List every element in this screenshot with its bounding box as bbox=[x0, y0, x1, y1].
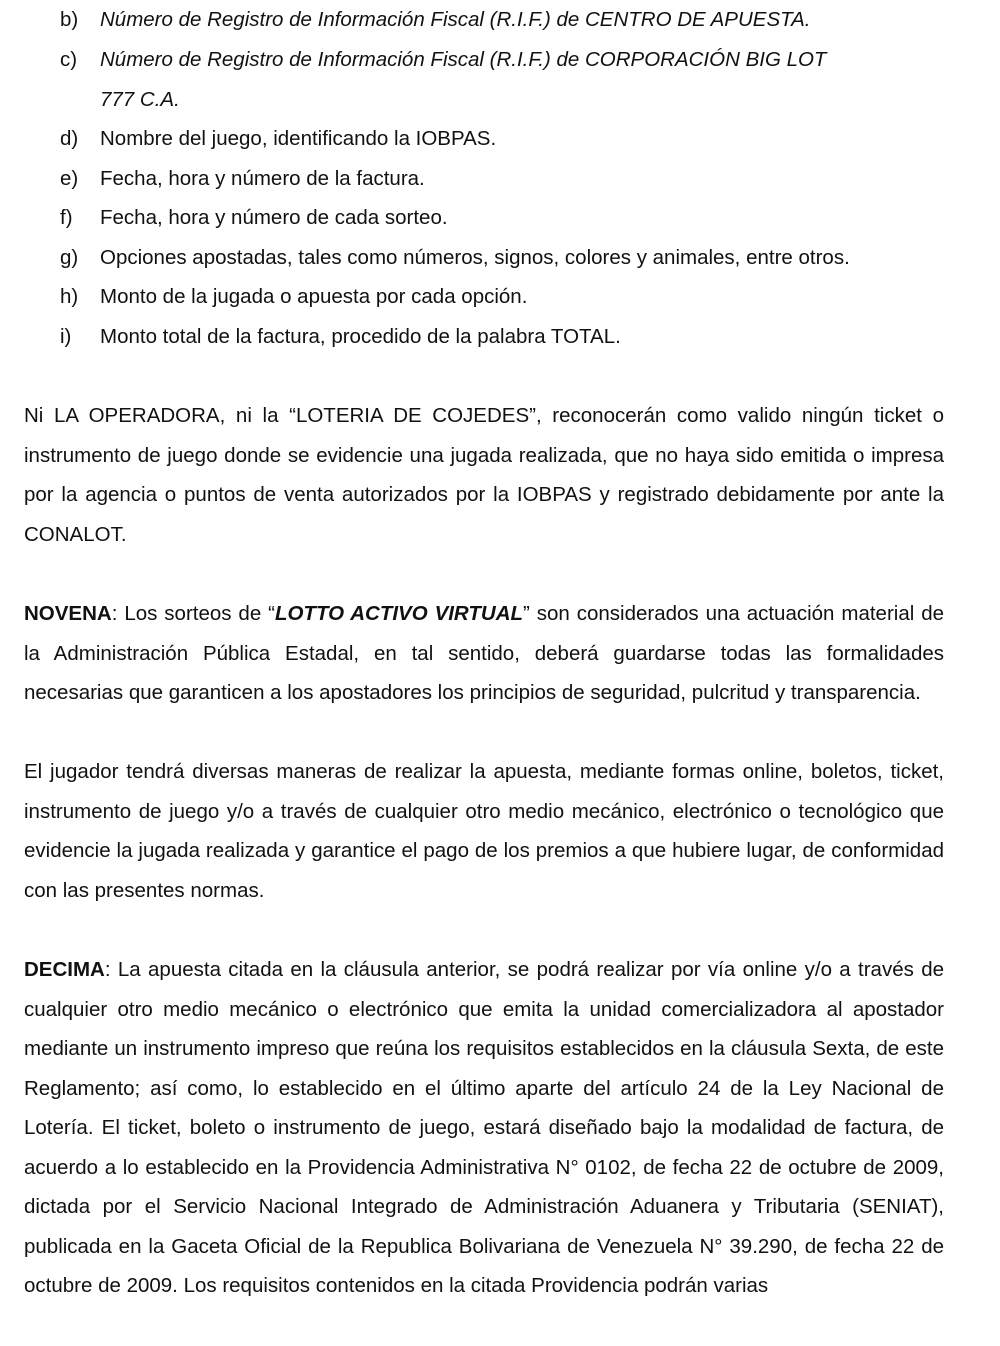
list-item-e bbox=[60, 159, 960, 199]
clause-heading-novena: NOVENA bbox=[24, 602, 112, 625]
novena-text-a: : Los sorteos de “ bbox=[111, 602, 275, 625]
list-text: Monto de la jugada o apuesta por cada opción. bbox=[100, 285, 528, 308]
list-item-c bbox=[60, 40, 960, 119]
list-item-b bbox=[60, 0, 960, 40]
list-item-h bbox=[60, 277, 960, 317]
list-letter: g) bbox=[60, 246, 79, 269]
list-item-g bbox=[60, 238, 960, 278]
paragraph-ni-la-operadora: Ni LA OPERADORA, ni la “LOTERIA DE COJEDES”, reconocerán como valido ningún ticket o instrumento de juego donde se evidencie una jugada realizada, que no haya sido emitida o impresa por la agencia o puntos de venta autorizados por la IOBPAS y registrado debidamente por ante la CONALOT. bbox=[24, 404, 944, 546]
list-text: Fecha, hora y número de la factura. bbox=[100, 167, 425, 190]
list-text: Monto total de la factura, procedido de la palabra TOTAL. bbox=[100, 325, 621, 348]
clause-heading-decima: DECIMA bbox=[24, 958, 105, 981]
game-name: LOTTO ACTIVO VIRTUAL bbox=[274, 602, 524, 625]
list-letter: f) bbox=[60, 206, 73, 229]
list-text: Nombre del juego, identificando la IOBPAS. bbox=[100, 127, 497, 150]
list-letter: i) bbox=[60, 325, 72, 348]
list-letter: h) bbox=[60, 285, 79, 308]
list-text: Opciones apostadas, tales como números, signos, colores y animales, entre otros. bbox=[100, 246, 850, 269]
list-text: Número de Registro de Información Fiscal (R.I.F.) de CENTRO DE APUESTA. bbox=[100, 8, 811, 31]
paragraph-jugador: El jugador tendrá diversas maneras de realizar la apuesta, mediante formas online, boletos, ticket, instrumento de juego y/o a través de cualquier otro medio mecánico, electrónico o tecnológico que evidencie la jugada realizada y garantice el pago de los premios a que hubiere lugar, de conformidad con las presentes normas. bbox=[24, 760, 944, 902]
paragraph-decima bbox=[24, 950, 944, 1306]
list-text: Fecha, hora y número de cada sorteo. bbox=[100, 206, 448, 229]
novena-text-b: ” son considerados una actuación material de la Administración Pública Estadal, en tal sentido, deberá guardarse todas las formalidades necesarias que garanticen a los apostadores los principios de seguridad, pulcritud y transparencia. bbox=[24, 602, 944, 704]
list-text-wrapper bbox=[100, 40, 960, 119]
paragraph-novena bbox=[24, 594, 944, 713]
list-item-f bbox=[60, 198, 960, 238]
list-text-continuation: 777 C.A. bbox=[100, 87, 180, 111]
list-letter: c) bbox=[60, 48, 78, 71]
list-item-i bbox=[60, 317, 960, 357]
list-text: Número de Registro de Información Fiscal (R.I.F.) de CORPORACIÓN BIG LOT bbox=[100, 48, 827, 71]
list-letter: b) bbox=[60, 8, 79, 31]
list-letter: d) bbox=[60, 127, 79, 150]
list-item-d bbox=[60, 119, 960, 159]
list-letter: e) bbox=[60, 167, 79, 190]
decima-text: : La apuesta citada en la cláusula anterior, se podrá realizar por vía online y/o a través de cualquier otro medio mecánico o electrónico que emita la unidad comercializadora al apostador mediante un instrumento impreso que reúna los requisitos establecidos en la cláusula Sexta, de este Reglamento; así como, lo establecido en el último aparte del artículo 24 de la Ley Nacional de Lotería. El ticket, boleto o instrumento de juego, estará diseñado bajo la modalidad de factura, de acuerdo a lo establecido en la Providencia Administrativa N° 0102, de fecha 22 de octubre de 2009, dictada por el Servicio Nacional Integrado de Administración Aduanera y Tributaria (SENIAT), publicada en la Gaceta Oficial de la Republica Bolivariana de Venezuela N° 39.290, de fecha 22 de octubre de 2009. Los requisitos contenidos en la citada Providencia podrán varias bbox=[24, 958, 944, 1297]
